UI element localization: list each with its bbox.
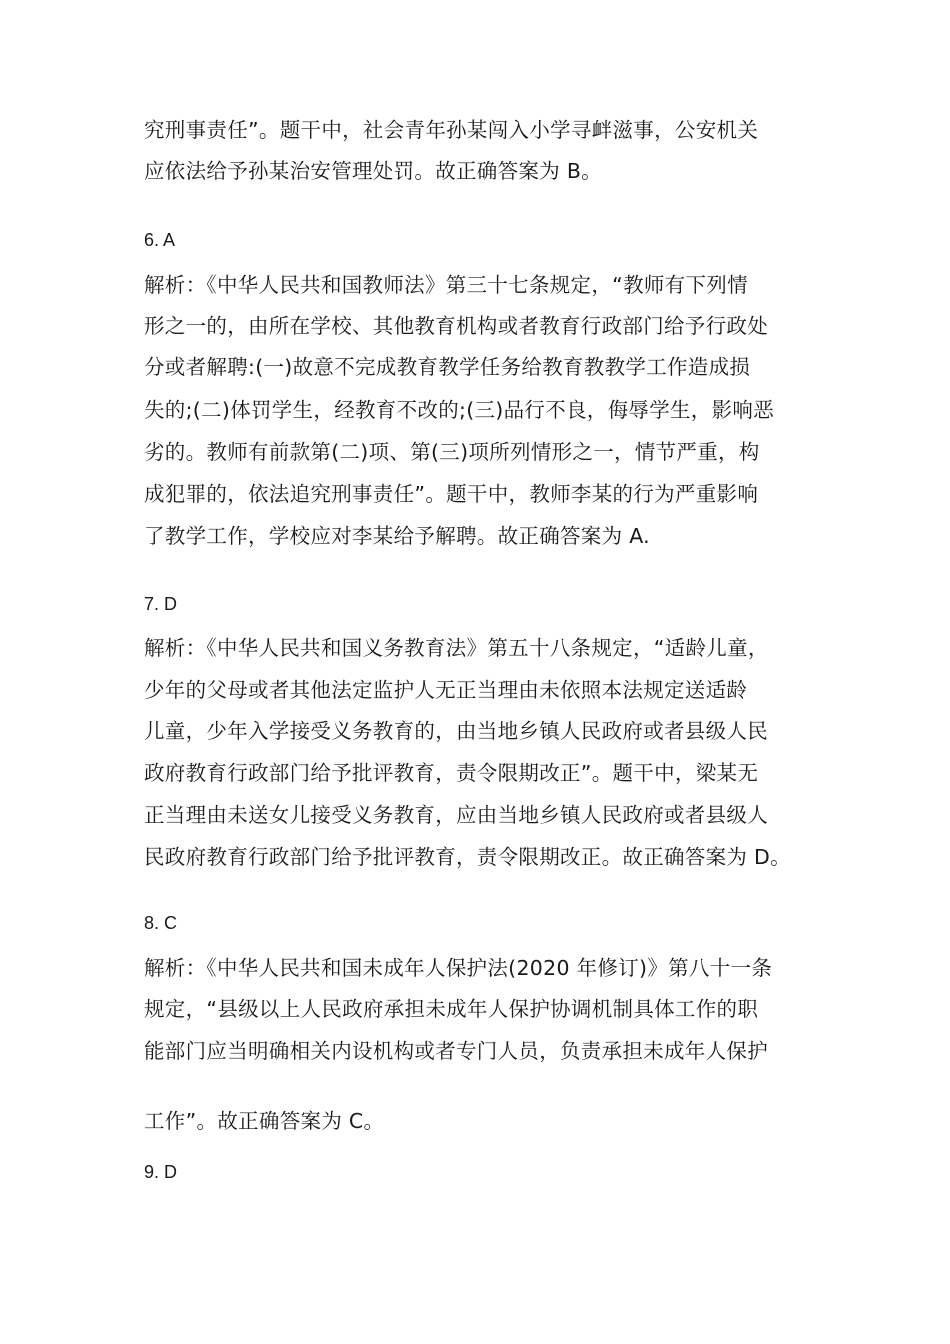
text-line: 分或者解聘:(一)故意不完成教育教学任务给教育教教学工作造成损 xyxy=(144,355,751,379)
answer-number: 7. D xyxy=(144,594,178,614)
text-line: 形之一的，由所在学校、其他教育机构或者教育行政部门给予行政处 xyxy=(144,314,768,338)
text-line: 政府教育行政部门给予批评教育，责令限期改正”。题干中，梁某无 xyxy=(144,761,759,785)
answer-number: 9. D xyxy=(144,1162,178,1182)
text-line: 了教学工作，学校应对李某给予解聘。故正确答案为 A. xyxy=(144,524,650,548)
text-line: 儿童，少年入学接受义务教育的，由当地乡镇人民政府或者县级人民 xyxy=(144,719,768,743)
text-line: 成犯罪的，依法追究刑事责任”。题干中，教师李某的行为严重影响 xyxy=(144,482,759,506)
text-line: 民政府教育行政部门给予批评教育，责令限期改正。故正确答案为 D。 xyxy=(144,845,791,869)
answer-number: 6. A xyxy=(144,230,176,250)
text-line: 应依法给予孙某治安管理处罚。故正确答案为 B。 xyxy=(144,159,602,183)
text-line: 失的;(二)体罚学生，经教育不改的;(三)品行不良，侮辱学生，影响恶 xyxy=(144,398,775,422)
text-line: 能部门应当明确相关内设机构或者专门人员，负责承担未成年人保护 xyxy=(144,1039,768,1063)
answer-number: 8. C xyxy=(144,913,178,933)
text-line: 解析：《中华人民共和国教师法》第三十七条规定，“教师有下列情 xyxy=(144,273,748,297)
text-line: 解析：《中华人民共和国义务教育法》第五十八条规定，“适龄儿童， xyxy=(144,636,769,660)
text-line: 劣的。教师有前款第(二)项、第(三)项所列情形之一，情节严重，构 xyxy=(144,440,760,464)
text-line: 解析：《中华人民共和国未成年人保护法(2020 年修订)》第八十一条 xyxy=(144,956,773,980)
text-line: 规定，“县级以上人民政府承担未成年人保护协调机制具体工作的职 xyxy=(144,997,759,1021)
text-line: 正当理由未送女儿接受义务教育，应由当地乡镇人民政府或者县级人 xyxy=(144,803,768,827)
text-line: 工作”。故正确答案为 C。 xyxy=(144,1109,385,1133)
text-line: 少年的父母或者其他法定监护人无正当理由未依照本法规定送适龄 xyxy=(144,678,748,702)
text-line: 究刑事责任”。题干中，社会青年孙某闯入小学寻衅滋事，公安机关 xyxy=(144,118,759,142)
